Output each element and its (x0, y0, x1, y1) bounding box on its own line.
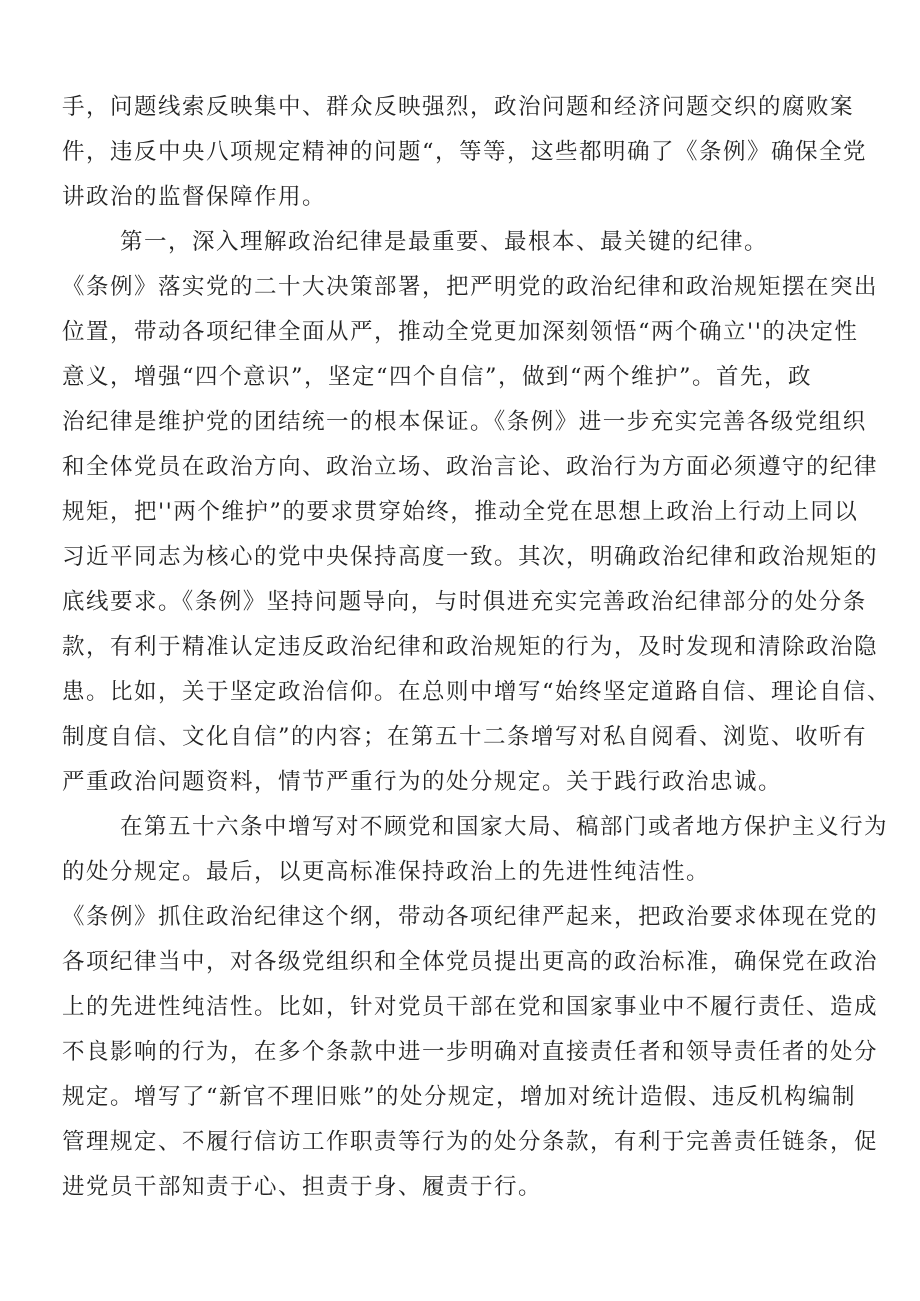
text-line: 件，违反中央八项规定精神的问题“，等等，这些都明确了《条例》确保全党 (62, 139, 868, 165)
text-line: 位置，带动各项纪律全面从严，推动全党更加深刻领悟“两个确立''的决定性 (62, 319, 859, 345)
text-line: 规矩，把''两个维护”的要求贯穿始终，推动全党在思想上政治上行动上同以 (62, 499, 859, 525)
text-line: 不良影响的行为，在多个条款中进一步明确对直接责任者和领导责任者的处分 (62, 1039, 879, 1065)
text-line: 治纪律是维护党的团结统一的根本保证。《条例》进一步充实完善各级党组织 (62, 409, 867, 435)
text-line: 款，有利于精准认定违反政治纪律和政治规矩的行为，及时发现和清除政治隐 (62, 634, 879, 660)
section-heading: 第一，深入理解政治纪律是最重要、最根本、最关键的纪律。 (120, 229, 769, 255)
text-line: 和全体党员在政治方向、政治立场、政治言论、政治行为方面必须遵守的纪律 (62, 454, 879, 480)
text-line: 的处分规定。最后，以更高标准保持政治上的先进性纯洁性。 (62, 859, 711, 885)
text-line: 患。比如，关于坚定政治信仰。在总则中增写“始终坚定道路自信、理论自信、 (62, 679, 892, 705)
text-line: 在第五十六条中增写对不顾党和国家大局、稿部门或者地方保护主义行为 (120, 814, 889, 840)
text-line: 规定。增写了“新官不理旧账”的处分规定，增加对统计造假、违反机构编制 (62, 1084, 857, 1110)
text-line: 习近平同志为核心的党中央保持高度一致。其次，明确政治纪律和政治规矩的 (62, 544, 879, 570)
text-line: 进党员干部知责于心、担责于身、履责于行。 (62, 1174, 543, 1200)
text-line: 管理规定、不履行信访工作职责等行为的处分条款，有利于完善责任链条，促 (62, 1129, 879, 1155)
text-line: 讲政治的监督保障作用。 (62, 184, 327, 210)
text-line: 《条例》落实党的二十大决策部署，把严明党的政治纪律和政治规矩摆在突出 (62, 274, 879, 300)
text-line: 意义，增强“四个意识”，坚定“四个自信”，做到“两个维护”。首先，政 (62, 364, 813, 390)
text-line: 严重政治问题资料，情节严重行为的处分规定。关于践行政治忠诚。 (62, 769, 783, 795)
text-line: 制度自信、文化自信”的内容；在第五十二条增写对私自阅看、浏览、收听有 (62, 724, 868, 750)
text-line: 《条例》抓住政治纪律这个纲，带动各项纪律严起来，把政治要求体现在党的 (62, 904, 879, 930)
text-line: 底线要求。《条例》坚持问题导向，与时俱进充实完善政治纪律部分的处分条 (62, 589, 867, 615)
text-line: 上的先进性纯洁性。比如，针对党员干部在党和国家事业中不履行责任、造成 (62, 994, 879, 1020)
text-line: 手，问题线索反映集中、群众反映强烈，政治问题和经济问题交织的腐败案 (62, 94, 855, 120)
text-line: 各项纪律当中，对各级党组织和全体党员提出更高的政治标准，确保党在政治 (62, 949, 879, 975)
